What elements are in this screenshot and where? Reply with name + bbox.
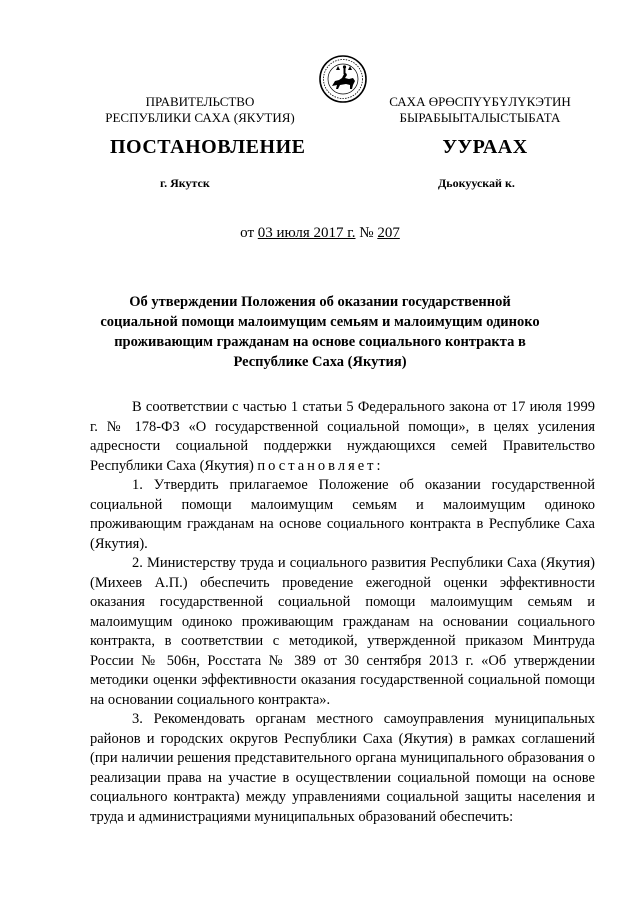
header-left-line1: ПРАВИТЕЛЬСТВО	[145, 94, 255, 109]
government-name-russian	[100, 94, 300, 126]
government-name-sakha	[380, 94, 580, 126]
city-sakha: Дьокуускай к.	[438, 176, 515, 190]
document-number: 207	[377, 225, 400, 241]
intro-text: В соответствии с частью 1 статьи 5 Федерального закона от 17 июля 1999 г. № 178-ФЗ «О государственной социальной помощи», в целях усиления адресности социальной поддержки нуждающихся семей Правительство Республики Саха (Якутия)	[90, 399, 595, 474]
date-prefix: от	[240, 225, 255, 241]
date-number-line	[0, 225, 640, 242]
city-russian: г. Якутск	[160, 176, 210, 190]
header-right-line2: БЫРАБЫЫТАЛЫСТЫБАТА	[399, 110, 561, 125]
intro-verb: постановляет:	[257, 457, 384, 474]
document-body	[90, 398, 595, 827]
republic-sakha-emblem-icon	[318, 54, 368, 104]
doc-type-sakha: УУРААХ	[442, 136, 528, 158]
number-sign: №	[359, 225, 374, 241]
document-date: 03 июля 2017 г.	[257, 225, 356, 241]
header-right-line1: САХА ӨРӨСПҮҮБҮЛҮКЭТИН	[389, 94, 571, 109]
item-3: 3. Рекомендовать органам местного самоуправления муниципальных районов и городских округов Республики Саха (Якутия) в рамках соглашений (при наличии решения представительного органа муниципального образования о реализации права на участие в осуществлении социальной помощи на основе социального контракта) между управлениями социальной защиты населения и труда и администрациями муниципальных образований обеспечить:	[90, 711, 595, 825]
item-2: 2. Министерству труда и социального развития Республики Саха (Якутия) (Михеев А.П.) обеспечить проведение ежегодной оценки эффективности оказания государственной социальной помощи малоимущим семьям и малоимущим одиноко проживающим гражданам на основании социального контракта, в соответствии с методикой, утвержденной приказом Минтруда России № 506н, Росстата № 389 от 30 сентября 2013 г. «Об утверждении методики оценки эффективности оказания государственной социальной помощи на основании социального контракта».	[90, 555, 595, 708]
item-1: 1. Утвердить прилагаемое Положение об оказании государственной социальной помощи малоимущим семьям и малоимущим одиноко проживающим гражданам на основе социального контракта в Республике Саха (Якутия).	[90, 477, 595, 552]
doc-type-russian: ПОСТАНОВЛЕНИЕ	[110, 136, 306, 158]
document-title: Об утверждении Положения об оказании государственной социальной помощи малоимущим семьям и малоимущим одиноко проживающим гражданам на основе социального контракта в Республике Саха (Якутия)	[100, 294, 540, 370]
header-left-line2: РЕСПУБЛИКИ САХА (ЯКУТИЯ)	[105, 110, 295, 125]
intro-paragraph	[90, 398, 595, 476]
